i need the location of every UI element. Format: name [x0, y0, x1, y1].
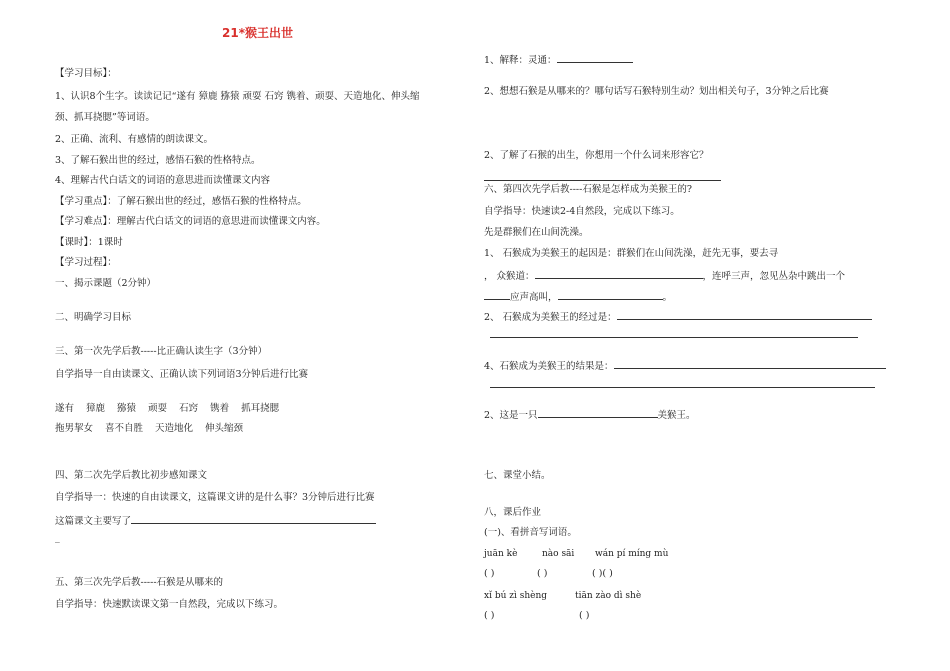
- reason-line-2: [484, 268, 845, 283]
- pinyin-item: tiān zào dì shè: [575, 591, 642, 601]
- vocab-word: 顽耍: [148, 403, 168, 414]
- guide-5: 自学指导：快速默读课文第一自然段，完成以下练习。: [55, 599, 284, 610]
- step-3: 三、第一次先学后教-----比正确认读生字（3分钟）: [55, 346, 268, 357]
- answer-blank[interactable]: [557, 52, 633, 63]
- difficulty: 【学习难点】：理解古代白话文的词语的意思进而读懂课文内容。: [55, 216, 326, 227]
- answer-parens[interactable]: ( ): [579, 610, 590, 621]
- describe-prefix: 2、这是一只: [484, 410, 538, 421]
- vocab-word: 镌着: [210, 403, 230, 414]
- step-4: 四、第二次先学后教比初步感知课文: [55, 470, 208, 481]
- answer-parens[interactable]: ( ): [537, 568, 548, 579]
- blank-row-2: [484, 610, 589, 622]
- pinyin-item: wán pí míng mù: [595, 549, 669, 559]
- intro-sentence: 先是群猴们在山间洗澡。: [484, 227, 589, 238]
- process-question: [484, 309, 872, 324]
- pinyin-row-2: [484, 590, 641, 602]
- answer-parens[interactable]: ( ): [484, 610, 495, 621]
- goal-1-line-2: 颈、抓耳挠腮”等词语。: [55, 112, 155, 123]
- question-1-label: 1、解释：灵通：: [484, 55, 557, 66]
- vocab-word: 獐鹿: [86, 403, 106, 414]
- vocab-word: 抓耳挠腮: [241, 403, 280, 414]
- reason-end: 。: [662, 292, 673, 303]
- process-label: 2、 石猴成为美猴王的经过是：: [484, 312, 617, 323]
- goal-1-line-1: 1、认识8个生字。读读记记“遂有 獐鹿 猕猿 顽耍 石窍 镌着、顽耍、天造地化、伸头缩: [55, 91, 420, 102]
- step-2: 二、明确学习目标: [55, 312, 132, 323]
- answer-blank[interactable]: [538, 407, 658, 418]
- goal-4: 4、理解古代白话文的词语的意思进而读懂课文内容: [55, 175, 271, 186]
- vocab-word: 遂有: [55, 403, 75, 414]
- result-question: [484, 358, 886, 373]
- vocab-word: 喜不自胜: [105, 423, 144, 434]
- reason-shout: 应声高叫，: [510, 292, 558, 303]
- answer-line[interactable]: [490, 337, 858, 338]
- step-5: 五、第三次先学后教-----石猴是从哪来的: [55, 577, 224, 588]
- vocab-word: 猕猿: [117, 403, 137, 414]
- guide-4: 自学指导一：快速的自由读课文，这篇课文讲的是什么事？3分钟后进行比赛: [55, 492, 375, 503]
- homework-1: (一)、看拼音写词语。: [484, 527, 577, 538]
- pinyin-row-1: [484, 548, 668, 560]
- result-label: 4、石猴成为美猴王的结果是：: [484, 361, 614, 372]
- goal-3: 3、了解石猴出世的经过，感悟石猴的性格特点。: [55, 155, 261, 166]
- step-7: 七、课堂小结。: [484, 470, 551, 481]
- describe-question: [484, 407, 696, 422]
- reason-line-1: 1、 石猴成为美猴王的起因是：群猴们在山间洗澡，赶先无事，要去寻: [484, 248, 779, 259]
- answer-parens[interactable]: ( )( ): [592, 568, 613, 579]
- answer-blank[interactable]: [131, 513, 376, 524]
- answer-blank[interactable]: [535, 268, 703, 279]
- reason-line-3: [484, 289, 672, 304]
- pinyin-item: nào sāi: [542, 549, 575, 559]
- process-heading: 【学习过程】：: [55, 257, 117, 268]
- periods: 【课时】：1课时: [55, 237, 123, 248]
- question-2: 2、想想石猴是从哪来的？哪句话写石猴特别生动？划出相关句子，3分钟之后比赛: [484, 86, 829, 97]
- answer-line[interactable]: [484, 180, 721, 181]
- goals-heading: 【学习目标】：: [55, 68, 117, 79]
- vocab-word: 石窍: [179, 403, 199, 414]
- pinyin-item: xǐ bú zì shèng: [484, 591, 548, 601]
- answer-blank[interactable]: [617, 309, 872, 320]
- goal-2: 2、正确、流利、有感情的朗读课文。: [55, 134, 214, 145]
- main-content-prompt: [55, 513, 376, 528]
- main-content-label: 这篇课文主要写了: [55, 516, 132, 527]
- step-1: 一、揭示课题（2分钟）: [55, 278, 157, 289]
- guide-3: 自学指导一自由读课文、正确认读下列词语3分钟后进行比赛: [55, 369, 309, 380]
- vocab-row-1: [55, 403, 291, 415]
- answer-parens[interactable]: ( ): [484, 568, 495, 579]
- reason-prefix: ， 众猴道：: [484, 271, 535, 282]
- step-8: 八，课后作业: [484, 507, 542, 518]
- answer-line[interactable]: [490, 387, 875, 388]
- question-1: [484, 52, 633, 67]
- vocab-word: 天造地化: [155, 423, 194, 434]
- key-point: 【学习重点】：了解石猴出世的经过，感悟石猴的性格特点。: [55, 196, 307, 207]
- describe-suffix: 美猴王。: [657, 410, 696, 421]
- vocab-word: 伸头缩颈: [205, 423, 244, 434]
- pinyin-item: juān kè: [484, 549, 518, 559]
- blank-row-1: [484, 568, 613, 580]
- page-title: 21*猴王出世: [222, 26, 293, 40]
- vocab-word: 拖男挈女: [55, 423, 94, 434]
- answer-blank[interactable]: [614, 358, 886, 369]
- answer-blank[interactable]: [558, 289, 663, 300]
- reason-suffix: ，连呼三声，忽见丛杂中跳出一个: [702, 271, 846, 282]
- step-6: 六、第四次先学后教----石猴是怎样成为美猴王的?: [484, 184, 692, 195]
- question-3: 2、了解了石猴的出生，你想用一个什么词来形容它？: [484, 150, 709, 161]
- stray-dash: _: [55, 532, 60, 543]
- answer-blank[interactable]: [484, 289, 510, 300]
- guide-6: 自学指导：快速读2-4自然段，完成以下练习。: [484, 206, 680, 217]
- vocab-row-2: [55, 423, 255, 435]
